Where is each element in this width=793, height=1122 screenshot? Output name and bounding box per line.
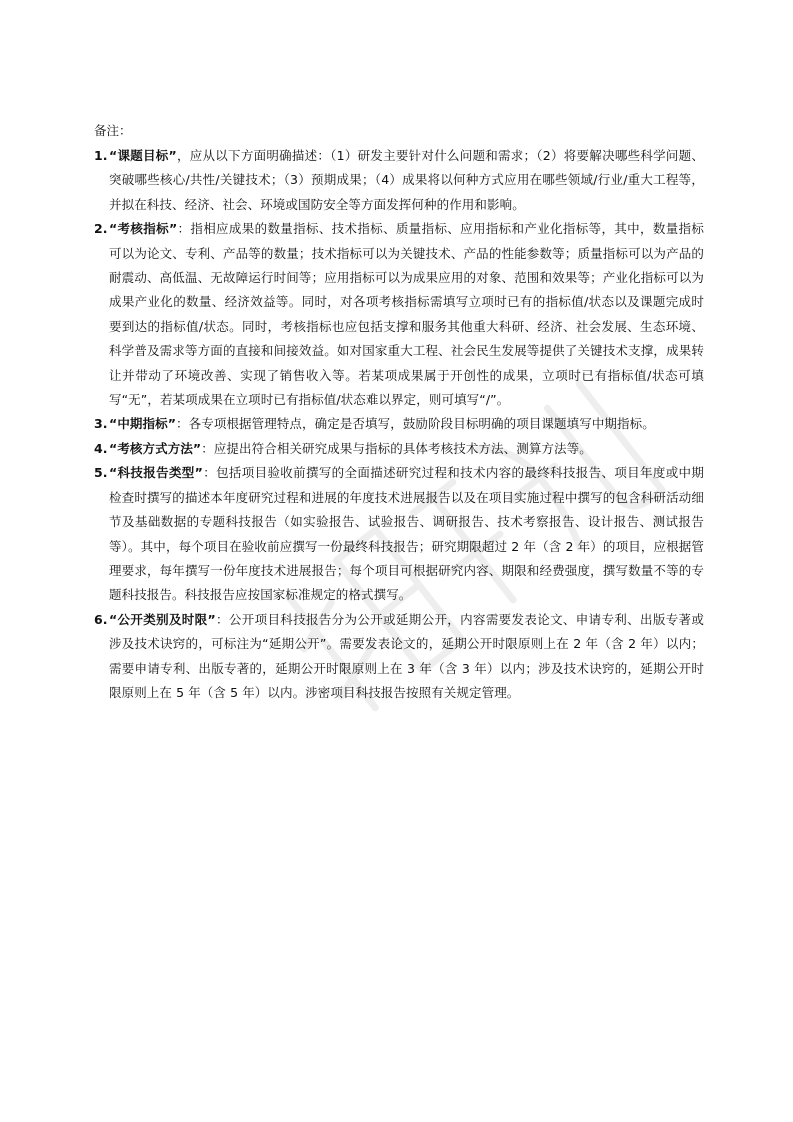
note-term: “公开类别及时限” bbox=[109, 611, 216, 627]
note-term: “科技报告类型” bbox=[109, 465, 203, 481]
note-text: ：应提出符合相关研究成果与指标的具体考核技术方法、测算方法等。 bbox=[201, 440, 592, 456]
note-item-report-types bbox=[94, 461, 704, 607]
note-item-disclosure-category bbox=[94, 608, 704, 706]
note-term: “中期指标” bbox=[109, 416, 177, 432]
note-number: 6. bbox=[94, 611, 108, 627]
note-number: 5. bbox=[94, 465, 108, 481]
note-item-objectives bbox=[94, 144, 704, 217]
note-number: 3. bbox=[94, 416, 108, 432]
note-text: ：包括项目验收前撰写的全面描述研究过程和技术内容的最终科技报告、项目年度或中期检查时撰写的描述本年度研究过程和进展的年度技术进展报告以及在项目实施过程中撰写的包含科研活动细节及基础数据的专题科技报告（如实验报告、试验报告、调研报告、技术考察报告、设计报告、测试报告等）。其中，每个项目在验收前应撰写一份最终科技报告；研究期限超过 2 年（含 2 年）的项目，应根据管理要求，每年撰写一份年度技术进展报告；每个项目可根据研究内容、期限和经费强度，撰写数量不等的专题科技报告。科技报告应按国家标准规定的格式撰写。 bbox=[109, 465, 705, 603]
note-text: ，应从以下方面明确描述：（1）研发主要针对什么问题和需求；（2）将要解决哪些科学问题、突破哪些核心/共性/关键技术；（3）预期成果；（4）成果将以何种方式应用在哪些领域/行业/重大工程等，并拟在科技、经济、社会、环境或国防安全等方面发挥何种的作用和影响。 bbox=[109, 148, 704, 212]
note-item-assessment-methods bbox=[94, 437, 704, 461]
note-term: “考核方式方法” bbox=[109, 440, 202, 456]
note-item-midterm-indicators bbox=[94, 412, 704, 436]
notes-section bbox=[94, 118, 704, 705]
note-text: ：公开项目科技报告分为公开或延期公开，内容需要发表论文、申请专利、出版专著或涉及技术诀窍的，可标注为“延期公开”。需要发表论文的，延期公开时限原则上在 2 年（含 2 年）以内；需要申请专利、出版专著的，延期公开时限原则上在 3 年（含 3 年）以内；涉及技术诀窍的，延期公开时限原则上在 5 年（含 5 年）以内。涉密项目科技报告按照有关规定管理。 bbox=[109, 611, 704, 700]
note-text: ：指相应成果的数量指标、技术指标、质量指标、应用指标和产业化指标等，其中，数量指标可以为论文、专利、产品等的数量；技术指标可以为关键技术、产品的性能参数等；质量指标可以为产品的耐震动、高低温、无故障运行时间等；应用指标可以为成果应用的对象、范围和效果等；产业化指标可以为成果产业化的数量、经济效益等。同时，对各项考核指标需填写立项时已有的指标值/状态以及课题完成时要到达的指标值/状态。同时，考核指标也应包括支撑和服务其他重大科研、经济、社会发展、生态环境、科学普及需求等方面的直接和间接效益。如对国家重大工程、社会民生发展等提供了关键技术支撑，成果转让并带动了环境改善、实现了销售收入等。若某项成果属于开创性的成果，立项时已有指标值/状态可填写“无”，若某项成果在立项时已有指标值/状态难以界定，则可填写“/”。 bbox=[109, 221, 704, 408]
note-item-assessment-indicators bbox=[94, 217, 704, 412]
note-number: 2. bbox=[94, 221, 108, 237]
note-text: ：各专项根据管理特点，确定是否填写，鼓励阶段目标明确的项目课题填写中期指标。 bbox=[176, 416, 655, 432]
note-term: “课题目标” bbox=[109, 148, 177, 163]
note-number: 4. bbox=[94, 440, 108, 456]
note-term: “考核指标” bbox=[109, 221, 178, 237]
notes-label: 备注： bbox=[94, 123, 132, 138]
note-number: 1. bbox=[94, 148, 108, 163]
